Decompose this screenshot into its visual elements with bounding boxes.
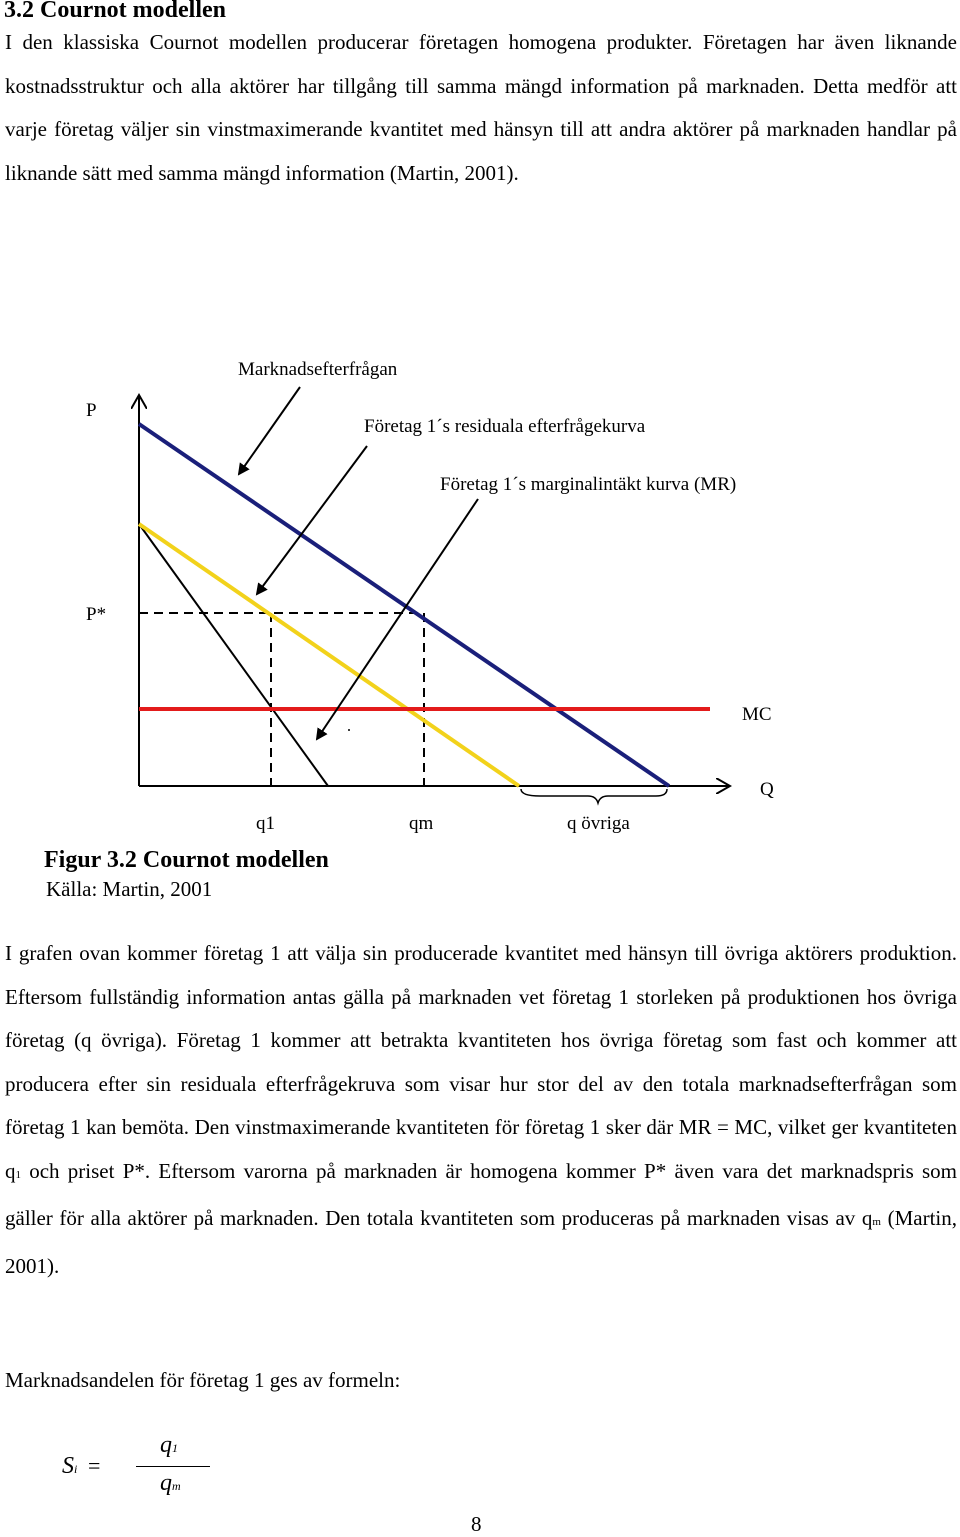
qovriga-brace xyxy=(521,789,667,803)
label-mr: Företag 1´s marginalintäkt kurva (MR) xyxy=(440,474,737,495)
explanation-paragraph xyxy=(5,932,957,1288)
explanation-part1: I grafen ovan kommer företag 1 att välja sin producerade kvantitet med hänsyn till övriga aktörers produktion. Eftersom fullständig information antas gälla på marknaden vet företag 1 storleken på produktionen hos övriga företag (q övriga). Företag 1 kommer att betrakta kvantiteten hos övriga företag som fast och kommer att producera efter sin residuala efterfrågekruva som visar hur stor del av den totala marknadsefterfrågan som företag 1 kan bemöta. Den vinstmaximerande kvantiteten för företag 1 sker där MR = MC, vilket ger kvantiteten q xyxy=(5,941,957,1183)
formula-num-q: q xyxy=(160,1432,172,1458)
explanation-sub2: m xyxy=(872,1216,881,1228)
label-residual: Företag 1´s residuala efterfrågekurva xyxy=(364,416,646,437)
fraction-bar xyxy=(136,1466,210,1467)
mr-curve xyxy=(139,524,328,786)
explanation-part2: och priset P*. Eftersom varorna på marknaden är homogena kommer P* även vara det marknadspris som gäller för alla aktörer på marknaden. Den totala kvantiteten som produceras på marknaden visas av q xyxy=(5,1158,957,1230)
figure-title: Figur 3.2 Cournot modellen xyxy=(44,847,329,873)
label-demand: Marknadsefterfrågan xyxy=(238,359,398,380)
explanation-sub1: 1 xyxy=(15,1168,21,1181)
demand-arrow xyxy=(239,387,300,474)
figure-source: Källa: Martin, 2001 xyxy=(46,877,213,901)
tick-q1: q1 xyxy=(256,813,275,834)
residual-demand-curve xyxy=(139,524,519,786)
residual-arrow xyxy=(257,446,367,594)
axis-pstar-label: P* xyxy=(86,604,107,625)
formula-numerator xyxy=(160,1432,178,1459)
tick-qm: qm xyxy=(409,813,434,834)
axis-p-label: P xyxy=(86,400,97,421)
formula-den-sub: m xyxy=(172,1479,181,1493)
formula-denominator xyxy=(160,1470,181,1497)
formula-den-q: q xyxy=(160,1470,172,1496)
formula-s: S xyxy=(62,1453,74,1479)
axis-q-label: Q xyxy=(760,779,774,800)
formula-equals: = xyxy=(88,1453,101,1478)
formula-lhs-sub: i xyxy=(74,1462,78,1476)
formula-num-sub: 1 xyxy=(172,1441,178,1455)
tick-qovriga: q övriga xyxy=(567,813,630,834)
market-share-intro: Marknadsandelen för företag 1 ges av formeln: xyxy=(5,1368,401,1392)
formula-lhs xyxy=(62,1453,77,1480)
page-number: 8 xyxy=(471,1512,482,1536)
section-heading: 3.2 Cournot modellen xyxy=(4,0,226,23)
explanation-part3: (Martin, 2001). xyxy=(5,1206,957,1278)
intro-paragraph: I den klassiska Cournot modellen producerar företagen homogena produkter. Företagen har även liknande kostnadsstruktur och alla aktörer har tillgång till samma mängd information på marknaden. Detta medför att varje företag väljer sin vinstmaximerande kvantitet med hänsyn till att andra aktörer på marknaden handlar på liknande sätt med samma mängd information (Martin, 2001). xyxy=(5,30,957,185)
mc-label: MC xyxy=(742,704,772,725)
